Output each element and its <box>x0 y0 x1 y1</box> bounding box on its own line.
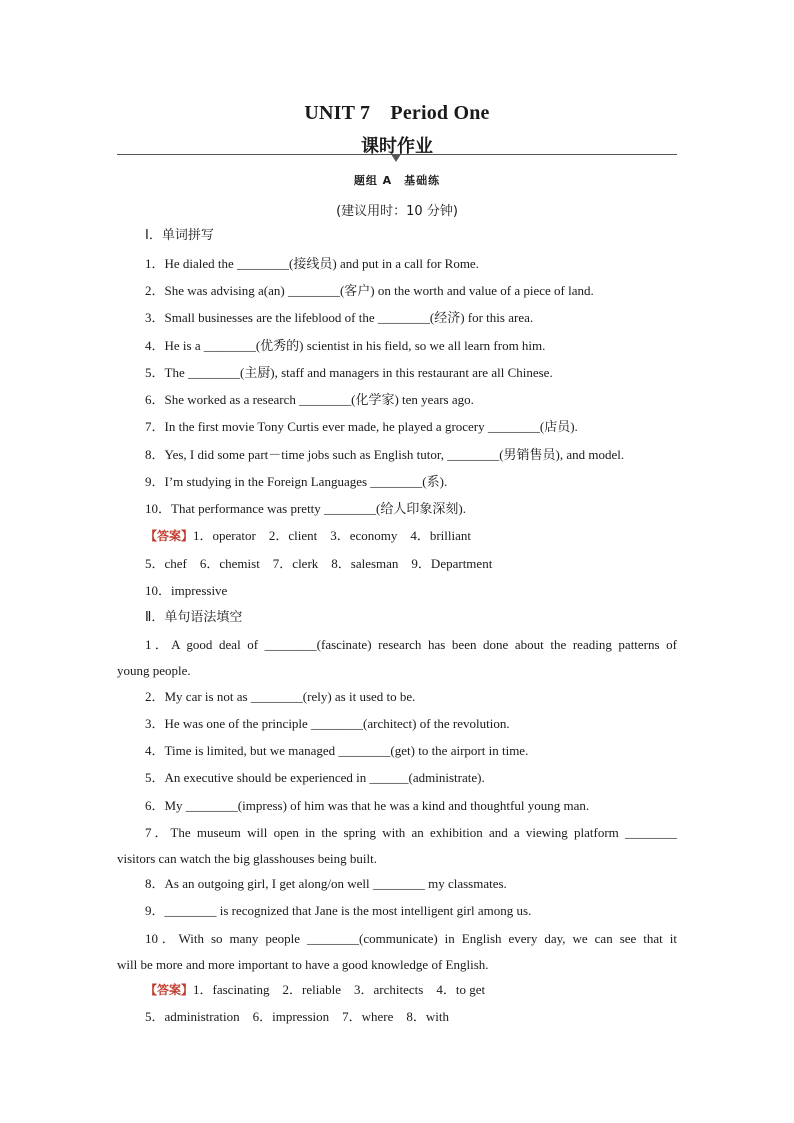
spelling-item: 4．He is a ________(优秀的) scientist in his field, so we all learn from him. <box>145 338 546 353</box>
spelling-item: 1．He dialed the ________(接线员) and put in a call for Rome. <box>145 256 479 271</box>
grammar-item: 2．My car is not as ________(rely) as it used to be. <box>145 689 416 704</box>
answer-label: 【答案】 <box>145 983 194 997</box>
answer-text: 5．administration 6．impression 7．where 8．with <box>145 1009 450 1024</box>
spelling-item: 9．I’m studying in the Foreign Languages ________(系). <box>145 474 448 489</box>
answer-label: 【答案】 <box>145 529 194 543</box>
grammar-item <box>117 825 677 841</box>
spelling-item: 8．Yes, I did some part－time jobs such as English tutor, ________(男销售员), and model. <box>145 447 625 462</box>
grammar-item-continued: young people. <box>117 663 191 678</box>
grammar-item <box>117 637 677 653</box>
answer-text: 5．chef 6．chemist 7．clerk 8．salesman 9．Department <box>145 556 493 571</box>
grammar-item: 8．As an outgoing girl, I get along/on well ________ my classmates. <box>145 876 507 891</box>
grammar-item: 5．An executive should be experienced in ______(administrate). <box>145 770 485 785</box>
grammar-item <box>117 931 677 947</box>
spelling-item: 7．In the first movie Tony Curtis ever made, he played a grocery ________(店员). <box>145 419 578 434</box>
grammar-item-continued: will be more and more important to have a good knowledge of English. <box>117 957 489 972</box>
grammar-item: 4．Time is limited, but we managed ________(get) to the airport in time. <box>145 743 529 758</box>
grammar-item-text: 7．The museum will open in the spring with an exhibition and a viewing platform ________ <box>145 825 677 840</box>
grammar-item: 3．He was one of the principle ________(architect) of the revolution. <box>145 716 510 731</box>
answer-text: 10．impressive <box>145 583 228 598</box>
section-heading-grammar: Ⅱ．单句语法填空 <box>145 610 243 625</box>
suggested-time: (建议用时：10 分钟) <box>336 204 458 219</box>
grammar-item: 9．________ is recognized that Jane is the most intelligent girl among us. <box>145 903 532 918</box>
grammar-item-continued: visitors can watch the big glasshouses being built. <box>117 851 377 866</box>
page-subtitle: 课时作业 <box>361 136 433 157</box>
section-heading-spelling: Ⅰ．单词拼写 <box>145 228 214 243</box>
grammar-item-text: 10．With so many people ________(communicate) in English every day, we can see that it <box>145 931 677 946</box>
exercise-group-label: 题组 A 基础练 <box>353 174 441 187</box>
answer-text: 1．fascinating 2．reliable 3．architects 4．to get <box>193 982 486 997</box>
spelling-item: 5．The ________(主厨), staff and managers in this restaurant are all Chinese. <box>145 365 553 380</box>
answer-text: 1．operator 2．client 3．economy 4．brilliant <box>193 528 472 543</box>
triangle-marker-icon <box>391 154 401 162</box>
spelling-item: 6．She worked as a research ________(化学家) ten years ago. <box>145 392 474 407</box>
spelling-item: 2．She was advising a(an) ________(客户) on the worth and value of a piece of land. <box>145 283 594 298</box>
spelling-item: 3．Small businesses are the lifeblood of the ________(经济) for this area. <box>145 310 534 325</box>
page-title: UNIT 7 Period One <box>304 102 490 124</box>
grammar-item: 6．My ________(impress) of him was that he was a kind and thoughtful young man. <box>145 798 590 813</box>
spelling-item: 10．That performance was pretty ________(给人印象深刻). <box>145 501 466 516</box>
grammar-item-text: 1．A good deal of ________(fascinate) research has been done about the reading patterns of <box>145 637 677 652</box>
answer-row-grammar <box>145 982 485 998</box>
answer-row-spelling <box>145 528 471 544</box>
